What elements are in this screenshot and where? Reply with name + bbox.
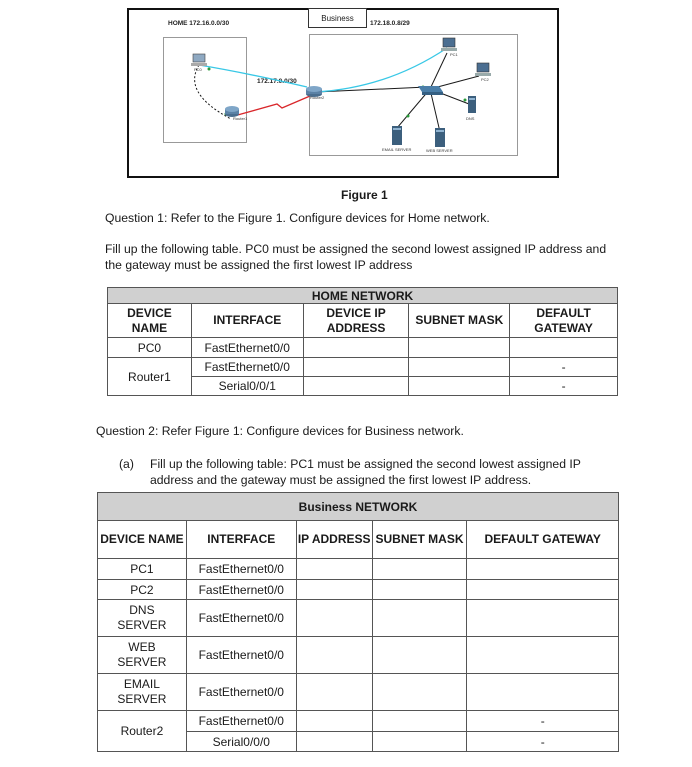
cell-subnet-input[interactable] <box>372 637 467 674</box>
header-ip-address: DEVICE IP ADDRESS <box>303 304 409 338</box>
router2-label: Router2 <box>310 95 325 100</box>
cell-interface: FastEthernet0/0 <box>186 559 296 580</box>
cell-subnet-input[interactable] <box>372 559 467 580</box>
pc1-icon <box>441 38 457 51</box>
cell-gateway[interactable] <box>467 637 619 674</box>
cell-interface: Serial0/0/0 <box>186 732 296 752</box>
cell-gateway[interactable] <box>467 674 619 711</box>
business-table-title: Business NETWORK <box>98 493 619 521</box>
cell-device: Router1 <box>108 358 192 396</box>
table-row <box>98 580 619 600</box>
cell-ip-input[interactable] <box>296 732 372 752</box>
web-server-icon <box>435 128 445 147</box>
cell-subnet-input[interactable] <box>372 580 467 600</box>
question1-prompt: Question 1: Refer to the Figure 1. Configure devices for Home network. <box>105 211 490 225</box>
question2-instruction-line1: Fill up the following table: PC1 must be assigned the second lowest assigned IP <box>150 457 581 471</box>
cell-device: WEB SERVER <box>98 637 187 674</box>
wireless-link-home <box>199 65 307 87</box>
switch-icon <box>418 86 443 95</box>
cell-ip-input[interactable] <box>303 358 409 377</box>
cell-device: EMAIL SERVER <box>98 674 187 711</box>
cell-gateway: - <box>510 377 618 396</box>
pc2-icon <box>475 63 491 76</box>
question2-prompt: Question 2: Refer Figure 1: Configure devices for Business network. <box>96 424 464 438</box>
serial-link <box>234 96 310 116</box>
cell-subnet-input[interactable] <box>409 338 510 358</box>
cell-subnet-input[interactable] <box>372 600 467 637</box>
cell-interface: FastEthernet0/0 <box>186 637 296 674</box>
wan-network-label: 172.17.0.0/30 <box>257 78 297 85</box>
header-interface: INTERFACE <box>186 521 296 559</box>
router1-label: Router1 <box>233 116 248 121</box>
cell-ip-input[interactable] <box>296 637 372 674</box>
header-subnet-mask: SUBNET MASK <box>372 521 467 559</box>
cell-ip-input[interactable] <box>296 674 372 711</box>
table-row <box>98 559 619 580</box>
cell-interface: FastEthernet0/0 <box>191 358 303 377</box>
cell-gateway: - <box>510 358 618 377</box>
business-network-table <box>97 492 619 752</box>
dns-server-icon <box>468 96 476 113</box>
header-subnet-mask: SUBNET MASK <box>409 304 510 338</box>
cell-ip-input[interactable] <box>296 600 372 637</box>
home-table-title: HOME NETWORK <box>108 288 618 304</box>
header-default-gateway: DEFAULT GATEWAY <box>467 521 619 559</box>
web-server-label: WEB SERVER <box>426 148 453 153</box>
dns-label: DNS <box>466 116 475 121</box>
cell-interface: FastEthernet0/0 <box>191 338 303 358</box>
header-default-gateway: DEFAULT GATEWAY <box>510 304 618 338</box>
business-tag: Business <box>308 8 367 28</box>
switch-web-cable <box>430 89 440 132</box>
cell-device: PC1 <box>98 559 187 580</box>
table-row <box>108 338 618 358</box>
cell-gateway: - <box>467 732 619 752</box>
figure-caption: Figure 1 <box>341 188 388 202</box>
question1-instruction-line1: Fill up the following table. PC0 must be assigned the second lowest assigned IP address and <box>105 242 607 256</box>
cell-subnet-input[interactable] <box>372 711 467 732</box>
cell-gateway[interactable] <box>467 559 619 580</box>
email-server-icon <box>392 126 402 145</box>
table-row <box>108 358 618 377</box>
cell-ip-input[interactable] <box>303 338 409 358</box>
cell-interface: FastEthernet0/0 <box>186 600 296 637</box>
table-row <box>98 637 619 674</box>
cell-ip-input[interactable] <box>296 580 372 600</box>
cell-subnet-input[interactable] <box>409 358 510 377</box>
cell-gateway: - <box>467 711 619 732</box>
header-device-name: DEVICE NAME <box>98 521 187 559</box>
question2-item-marker: (a) <box>119 457 134 471</box>
cell-gateway[interactable] <box>467 600 619 637</box>
pc0-label: PC0 <box>194 67 202 72</box>
cell-subnet-input[interactable] <box>372 732 467 752</box>
cell-subnet-input[interactable] <box>372 674 467 711</box>
business-network-label: 172.18.0.8/29 <box>370 20 410 27</box>
question2-instruction-line2: address and the gateway must be assigned the first lowest IP address. <box>150 473 532 487</box>
home-network-label: HOME 172.16.0.0/30 <box>168 20 230 27</box>
table-row <box>98 674 619 711</box>
cell-interface: FastEthernet0/0 <box>186 674 296 711</box>
cell-interface: Serial0/0/1 <box>191 377 303 396</box>
table-row <box>98 600 619 637</box>
pc1-label: PC1 <box>450 52 458 57</box>
table-row <box>98 711 619 732</box>
cell-device: PC0 <box>108 338 192 358</box>
cell-gateway[interactable] <box>510 338 618 358</box>
pc0-icon <box>191 54 207 66</box>
switch-pc1-cable <box>430 53 447 89</box>
header-ip-address: IP ADDRESS <box>296 521 372 559</box>
home-network-table <box>107 287 618 396</box>
cell-interface: FastEthernet0/0 <box>186 580 296 600</box>
router2-switch-cable <box>316 87 427 92</box>
question1-instruction-line2: the gateway must be assigned the first lowest IP address <box>105 258 413 272</box>
pc2-label: PC2 <box>481 77 489 82</box>
cell-ip-input[interactable] <box>296 559 372 580</box>
cell-ip-input[interactable] <box>303 377 409 396</box>
header-interface: INTERFACE <box>191 304 303 338</box>
email-server-label: EMAIL SERVER <box>382 147 412 152</box>
cell-ip-input[interactable] <box>296 711 372 732</box>
topology-diagram <box>127 8 559 178</box>
cell-subnet-input[interactable] <box>409 377 510 396</box>
cell-gateway[interactable] <box>467 580 619 600</box>
cell-device: DNS SERVER <box>98 600 187 637</box>
header-device-name: DEVICE NAME <box>108 304 192 338</box>
cell-device: PC2 <box>98 580 187 600</box>
cell-interface: FastEthernet0/0 <box>186 711 296 732</box>
cell-device: Router2 <box>98 711 187 752</box>
wireless-link-business <box>316 48 447 92</box>
